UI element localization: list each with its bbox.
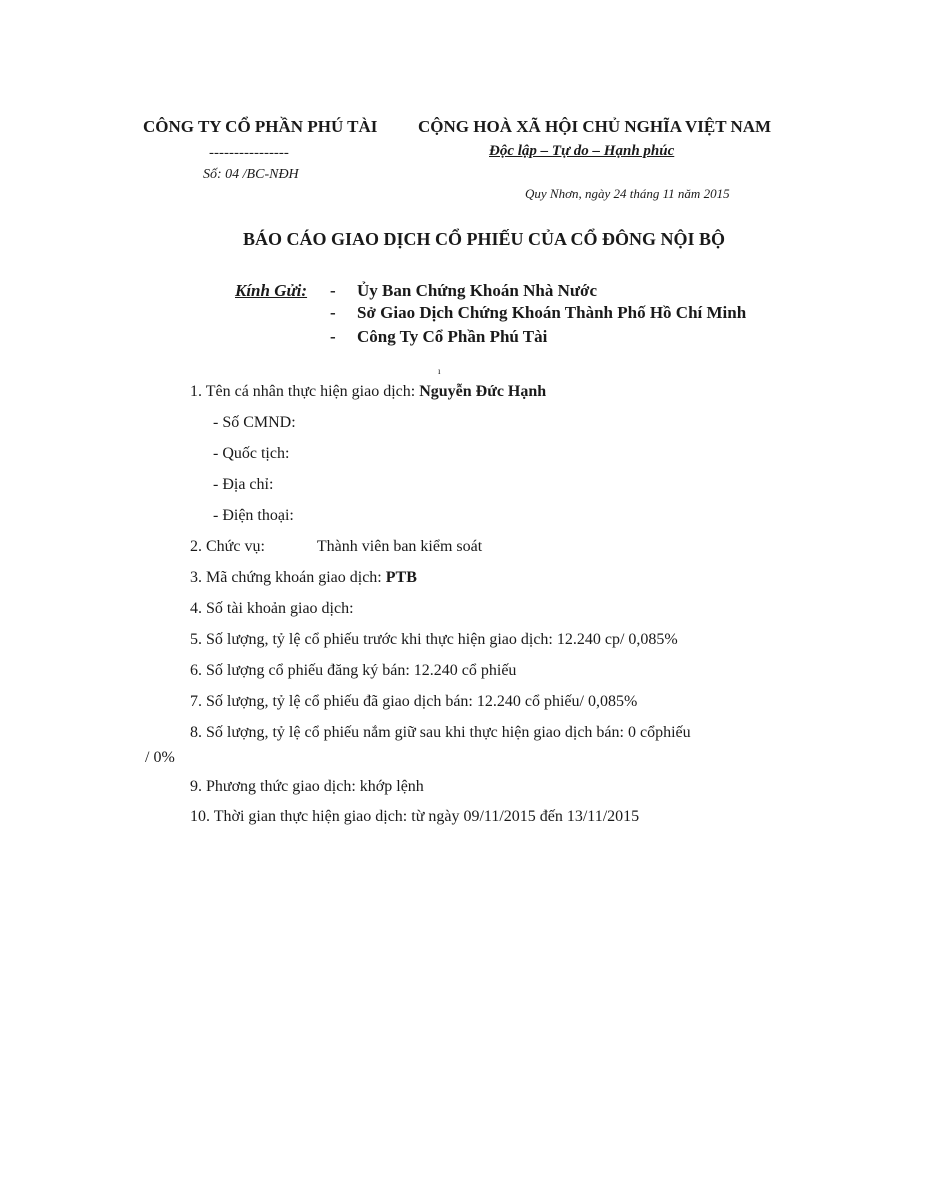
company-divider: ---------------- xyxy=(209,145,289,161)
item-label: 3. Mã chứng khoán giao dịch: xyxy=(190,569,386,586)
field-nationality: - Quốc tịch: xyxy=(213,445,290,462)
recipient-dash: - xyxy=(330,303,336,322)
national-title: CỘNG HOÀ XÃ HỘI CHỦ NGHĨA VIỆT NAM xyxy=(418,117,772,136)
item-8-after-line2: / 0% xyxy=(145,749,175,766)
recipient-item xyxy=(330,281,597,301)
report-title: BÁO CÁO GIAO DỊCH CỔ PHIẾU CỦA CỔ ĐÔNG NỘI BỘ xyxy=(243,229,726,249)
item-4-account: 4. Số tài khoản giao dịch: xyxy=(190,600,354,617)
recipient-name: Sở Giao Dịch Chứng Khoán Thành Phố Hồ Chí Minh xyxy=(357,303,747,322)
item-9-method: 9. Phương thức giao dịch: khớp lệnh xyxy=(190,778,424,795)
recipient-dash: - xyxy=(330,281,336,300)
recipient-dash: - xyxy=(330,327,336,346)
item-1-trader-name xyxy=(190,383,546,401)
item-label: 2. Chức vụ: xyxy=(190,538,265,555)
place-date: Quy Nhơn, ngày 24 tháng 11 năm 2015 xyxy=(525,186,730,201)
national-motto: Độc lập – Tự do – Hạnh phúc xyxy=(489,143,675,159)
item-10-period: 10. Thời gian thực hiện giao dịch: từ ngày 09/11/2015 đến 13/11/2015 xyxy=(190,808,640,825)
field-id-number: - Số CMND: xyxy=(213,414,296,431)
field-address: - Địa chỉ: xyxy=(213,476,274,493)
item-3-stock-code xyxy=(190,569,417,587)
item-value: Thành viên ban kiểm soát xyxy=(316,538,483,555)
stray-mark: ı xyxy=(438,366,441,376)
company-name: CÔNG TY CỔ PHẦN PHÚ TÀI xyxy=(143,117,378,136)
item-5-before: 5. Số lượng, tỷ lệ cổ phiếu trước khi thực hiện giao dịch: 12.240 cp/ 0,085% xyxy=(190,631,678,648)
item-label: 1. Tên cá nhân thực hiện giao dịch: xyxy=(190,383,420,400)
document-number: Số: 04 /BC-NĐH xyxy=(203,167,299,182)
item-7-sold: 7. Số lượng, tỷ lệ cổ phiếu đã giao dịch bán: 12.240 cổ phiếu/ 0,085% xyxy=(190,693,638,710)
item-2-position xyxy=(190,538,482,556)
item-value: Nguyễn Đức Hạnh xyxy=(419,383,547,400)
recipient-item xyxy=(330,327,547,347)
recipient-name: Ủy Ban Chứng Khoán Nhà Nước xyxy=(357,281,598,300)
item-8-after-line1: 8. Số lượng, tỷ lệ cổ phiếu nắm giữ sau khi thực hiện giao dịch bán: 0 cổphiếu xyxy=(190,724,691,741)
item-value: PTB xyxy=(385,569,417,586)
field-phone: - Điện thoại: xyxy=(213,507,294,524)
recipient-label: Kính Gửi: xyxy=(235,281,308,300)
item-6-registered: 6. Số lượng cổ phiếu đăng ký bán: 12.240 cổ phiếu xyxy=(190,662,517,679)
recipient-name: Công Ty Cổ Phần Phú Tài xyxy=(357,327,548,346)
recipient-item xyxy=(330,303,746,323)
